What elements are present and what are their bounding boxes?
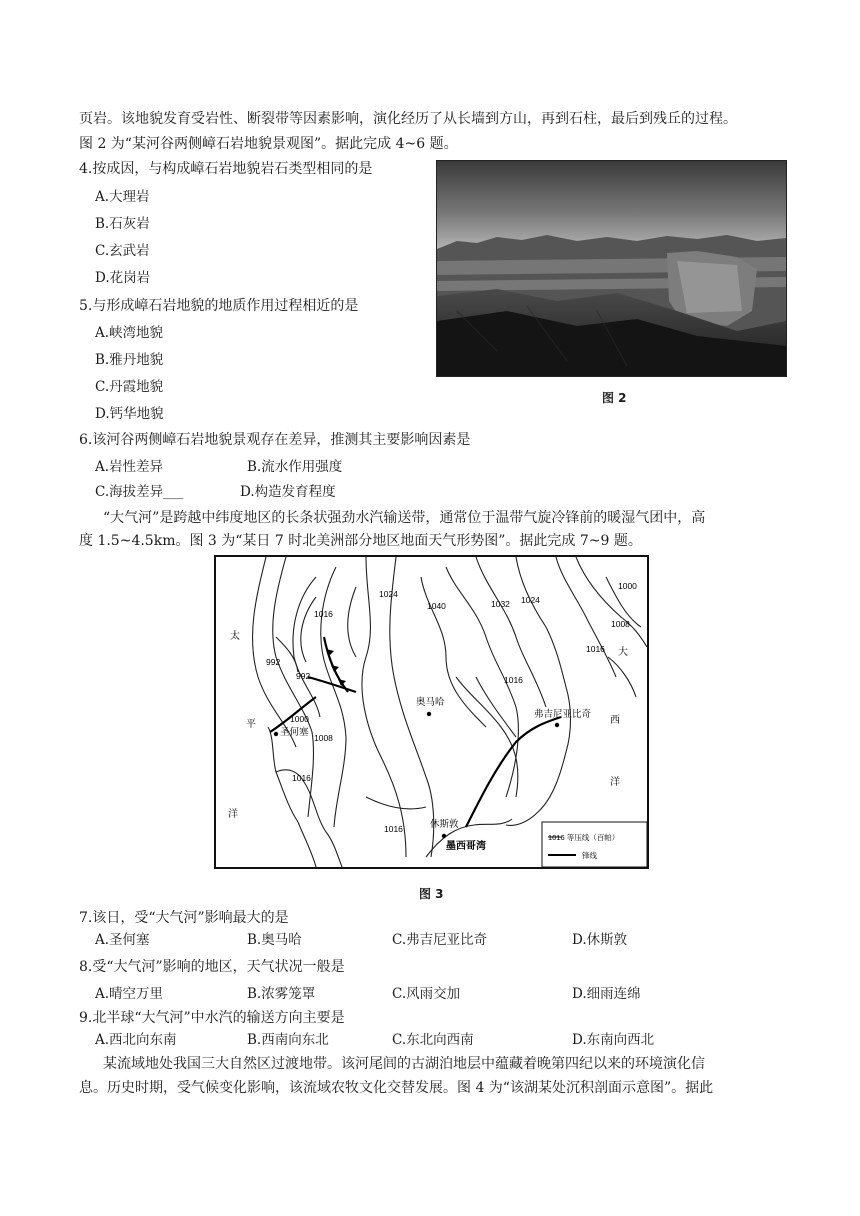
gulf-of-mexico-label: 墨西哥湾: [446, 841, 486, 852]
question-8-option-b: B.浓雾笼罩: [247, 986, 316, 1002]
city-dot-virginia-beach: [555, 723, 559, 727]
question-6-option-b: B.流水作用强度: [247, 459, 343, 475]
city-houston: 休斯敦: [430, 819, 459, 830]
weather-map-svg: [216, 557, 647, 867]
question-4-stem: 4.按成因，与构成嶂石岩地貌岩石类型相同的是: [79, 161, 373, 177]
pacific-char-3: 洋: [228, 809, 238, 820]
pacific-char-1: 太: [230, 631, 240, 642]
question-6-stem: 6.该河谷两侧嶂石岩地貌景观存在差异，推测其主要影响因素是: [79, 432, 471, 448]
question-4-option-a: A.大理岩: [95, 189, 150, 205]
cliff-landscape-image: [437, 161, 786, 376]
city-virginia-beach: 弗吉尼亚比奇: [534, 709, 592, 720]
question-6-option-a: A.岩性差异: [95, 459, 164, 475]
passage-3-line-1: 某流域地处我国三大自然区过渡地带。该河尾闾的古湖泊地层中蕴藏着晚第四纪以来的环境演化信: [103, 1056, 705, 1072]
atlantic-char-1: 大: [618, 647, 628, 658]
city-dot-omaha: [427, 712, 431, 716]
isobar-label: 1016: [384, 824, 403, 834]
question-9-stem: 9.北半球“大气河”中水汽的输送方向主要是: [79, 1010, 345, 1026]
question-5-option-d: D.钙华地貌: [95, 406, 164, 422]
isobar-label: 1024: [521, 595, 540, 605]
question-4-option-b: B.石灰岩: [95, 216, 150, 232]
question-5-option-c: C.丹霞地貌: [95, 379, 164, 395]
intro-line-1: 页岩。该地貌发育受岩性、断裂带等因素影响，演化经历了从长墙到方山，再到石柱，最后到残丘的过程。: [79, 111, 737, 127]
passage-3-line-2: 息。历史时期，受气候变化影响，该流域农牧文化交替发展。图 4 为“该湖某处沉积剖面示意图”。据此: [79, 1080, 714, 1096]
isobar-label: 992: [296, 671, 311, 681]
isobar-label: 1000: [618, 581, 637, 591]
isobar-label: 1000: [290, 714, 309, 724]
isobar-label: 1040: [427, 601, 446, 611]
landscape-photo: [436, 160, 787, 377]
question-7-option-d: D.休斯敦: [572, 932, 628, 948]
pacific-char-2: 平: [246, 719, 256, 730]
isobar-label: 1008: [314, 733, 333, 743]
question-5-option-b: B.雅丹地貌: [95, 352, 164, 368]
city-omaha: 奥马哈: [416, 697, 445, 708]
isobar-label: 1016: [314, 609, 333, 619]
question-5-stem: 5.与形成嶂石岩地貌的地质作用过程相近的是: [79, 298, 359, 314]
question-9-option-b: B.西南向东北: [247, 1032, 329, 1048]
legend-isobar-label: 1016 等压线（百帕）: [548, 833, 620, 842]
city-dot-san-jose: [274, 732, 278, 736]
isobar-label: 992: [266, 657, 281, 667]
question-8-option-c: C.风雨交加: [392, 986, 461, 1002]
city-san-jose: 圣何塞: [280, 727, 309, 738]
question-9-option-c: C.东北向西南: [392, 1032, 474, 1048]
isobar-label: 1016: [504, 675, 523, 685]
map-legend: [542, 822, 647, 867]
question-7-option-b: B.奥马哈: [247, 932, 302, 948]
question-7-stem: 7.该日，受“大气河”影响最大的是: [79, 910, 289, 926]
passage-2-line-1: “大气河”是跨越中纬度地区的长条状强劲水汽输送带，通常位于温带气旋冷锋前的暖湿气团中，高: [103, 510, 706, 526]
question-7-option-c: C.弗吉尼亚比奇: [392, 932, 488, 948]
question-9-option-d: D.东南向西北: [572, 1032, 655, 1048]
question-9-option-a: A.西北向东南: [95, 1032, 177, 1048]
isobar-label: 1016: [292, 773, 311, 783]
question-8-option-a: A.晴空万里: [95, 986, 164, 1002]
isobar-label-group: [266, 581, 637, 834]
question-8-option-d: D.细雨连绵: [572, 986, 641, 1002]
atlantic-char-3: 洋: [610, 777, 620, 788]
figure-2-caption: 图 2: [602, 391, 627, 405]
isobar-label: 1032: [491, 599, 510, 609]
question-4-option-d: D.花岗岩: [95, 270, 151, 286]
question-4-option-c: C.玄武岩: [95, 243, 150, 259]
passage-2-line-2: 度 1.5~4.5km。图 3 为“某日 7 时北美洲部分地区地面天气形势图”。据此完成 7~9 题。: [79, 533, 642, 549]
weather-map: [214, 555, 649, 869]
atlantic-char-2: 西: [610, 715, 620, 726]
intro-line-2: 图 2 为“某河谷两侧嶂石岩地貌景观图”。据此完成 4~6 题。: [79, 136, 458, 152]
question-6-option-d: D.构造发育程度: [240, 484, 336, 500]
isobar-label: 1008: [611, 619, 630, 629]
isobar-label: 1016: [586, 644, 605, 654]
question-8-stem: 8.受“大气河”影响的地区，天气状况一般是: [79, 959, 345, 975]
isobar-label: 1024: [379, 589, 398, 599]
legend-front-label: 锋线: [582, 851, 597, 860]
question-5-option-a: A.峡湾地貌: [95, 325, 164, 341]
question-7-option-a: A.圣何塞: [95, 932, 150, 948]
city-dot-houston: [442, 834, 446, 838]
figure-3-caption: 图 3: [419, 887, 444, 901]
question-6-option-c: C.海拔差异___: [95, 484, 184, 500]
